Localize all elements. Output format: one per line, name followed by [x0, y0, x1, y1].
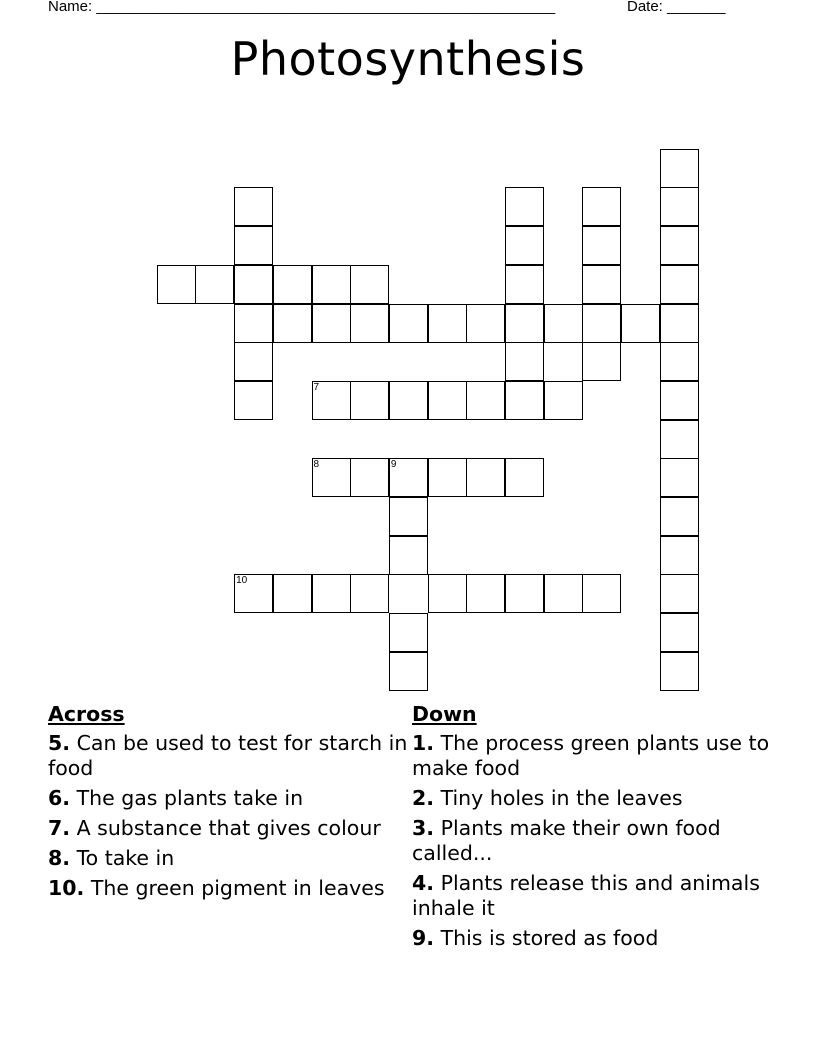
grid-cell[interactable] — [582, 304, 621, 343]
grid-cell[interactable] — [312, 265, 351, 304]
grid-cell[interactable] — [660, 497, 699, 536]
grid-cell[interactable] — [428, 304, 467, 343]
clue-down-3: 3. Plants make their own food called... — [412, 816, 721, 865]
grid-cell[interactable] — [234, 265, 273, 304]
grid-cell[interactable] — [466, 458, 505, 497]
grid-cell[interactable] — [544, 304, 583, 343]
clue-across-8: 8. To take in — [48, 846, 175, 870]
grid-cell[interactable] — [505, 304, 544, 343]
grid-cell[interactable] — [505, 265, 544, 304]
grid-cell[interactable] — [582, 265, 621, 304]
grid-cell[interactable] — [544, 381, 583, 420]
clue-down-9: 9. This is stored as food — [412, 926, 659, 950]
down-heading: Down — [412, 702, 477, 726]
grid-cell[interactable] — [505, 574, 544, 613]
clue-down-1: 1. The process green plants use to make food — [412, 731, 770, 780]
grid-cell[interactable] — [428, 458, 467, 497]
page-title: Photosynthesis — [230, 32, 586, 86]
grid-cell[interactable] — [466, 304, 505, 343]
grid-cell[interactable] — [660, 187, 699, 226]
grid-cell[interactable] — [389, 613, 428, 652]
grid-cell[interactable] — [660, 574, 699, 613]
grid-cell[interactable] — [389, 536, 428, 575]
grid-cell[interactable] — [582, 342, 621, 381]
clue-down-2: 2. Tiny holes in the leaves — [412, 786, 683, 810]
grid-cell[interactable] — [621, 304, 660, 343]
down-clues — [412, 702, 772, 956]
clue-across-10: 10. The green pigment in leaves — [48, 876, 385, 900]
grid-cell[interactable] — [660, 613, 699, 652]
clue-down-4: 4. Plants release this and animals inhale it — [412, 871, 760, 920]
grid-cell[interactable] — [505, 342, 544, 381]
grid-cell[interactable] — [312, 574, 351, 613]
grid-cell[interactable] — [660, 304, 699, 343]
grid-cell[interactable] — [350, 381, 389, 420]
grid-cell[interactable] — [389, 381, 428, 420]
clue-across-7: 7. A substance that gives colour — [48, 816, 381, 840]
grid-cell[interactable] — [582, 574, 621, 613]
grid-cell[interactable] — [582, 187, 621, 226]
grid-cell[interactable] — [660, 536, 699, 575]
grid-cell[interactable] — [350, 265, 389, 304]
grid-cell[interactable] — [505, 187, 544, 226]
grid-cell[interactable] — [350, 574, 389, 613]
grid-cell[interactable] — [312, 381, 351, 420]
grid-cell[interactable] — [157, 265, 196, 304]
grid-cell[interactable] — [389, 304, 428, 343]
grid-cell[interactable] — [660, 149, 699, 188]
grid-cell[interactable] — [273, 265, 312, 304]
grid-cell[interactable] — [660, 420, 699, 459]
grid-cell[interactable] — [312, 304, 351, 343]
name-field-label: Name: _______________________________________________________ — [48, 0, 556, 15]
grid-cell[interactable] — [234, 304, 273, 343]
grid-cell[interactable] — [389, 458, 428, 497]
grid-cell[interactable] — [234, 187, 273, 226]
grid-cell[interactable] — [312, 458, 351, 497]
grid-cell[interactable] — [505, 226, 544, 265]
grid-cell[interactable] — [273, 574, 312, 613]
grid-cell[interactable] — [660, 226, 699, 265]
grid-cell[interactable] — [428, 574, 467, 613]
grid-cell[interactable] — [660, 342, 699, 381]
grid-cell[interactable] — [428, 381, 467, 420]
grid-cell[interactable] — [660, 458, 699, 497]
grid-cell[interactable] — [273, 304, 312, 343]
clue-across-6: 6. The gas plants take in — [48, 786, 304, 810]
grid-cell[interactable] — [544, 574, 583, 613]
grid-cell[interactable] — [660, 652, 699, 691]
grid-cell[interactable] — [389, 652, 428, 691]
clue-number: 10 — [236, 575, 248, 587]
across-clues — [48, 702, 408, 906]
grid-cell[interactable] — [389, 497, 428, 536]
clue-number: 9 — [390, 459, 397, 471]
grid-cell[interactable] — [505, 381, 544, 420]
clue-number: 7 — [313, 381, 320, 393]
across-heading: Across — [48, 702, 125, 726]
grid-cell[interactable] — [234, 574, 273, 613]
grid-cell[interactable] — [195, 265, 234, 304]
grid-cell[interactable] — [660, 265, 699, 304]
grid-cell[interactable] — [466, 574, 505, 613]
clue-number: 8 — [313, 459, 320, 471]
grid-cell[interactable] — [350, 304, 389, 343]
date-field-label: Date: _______ — [627, 0, 726, 15]
grid-cell[interactable] — [234, 381, 273, 420]
grid-cell[interactable] — [234, 342, 273, 381]
clue-across-5: 5. Can be used to test for starch in food — [48, 731, 408, 780]
grid-cell[interactable] — [466, 381, 505, 420]
grid-cell[interactable] — [350, 458, 389, 497]
grid-cell[interactable] — [505, 458, 544, 497]
grid-cell[interactable] — [660, 381, 699, 420]
grid-cell[interactable] — [582, 226, 621, 265]
grid-cell[interactable] — [234, 226, 273, 265]
